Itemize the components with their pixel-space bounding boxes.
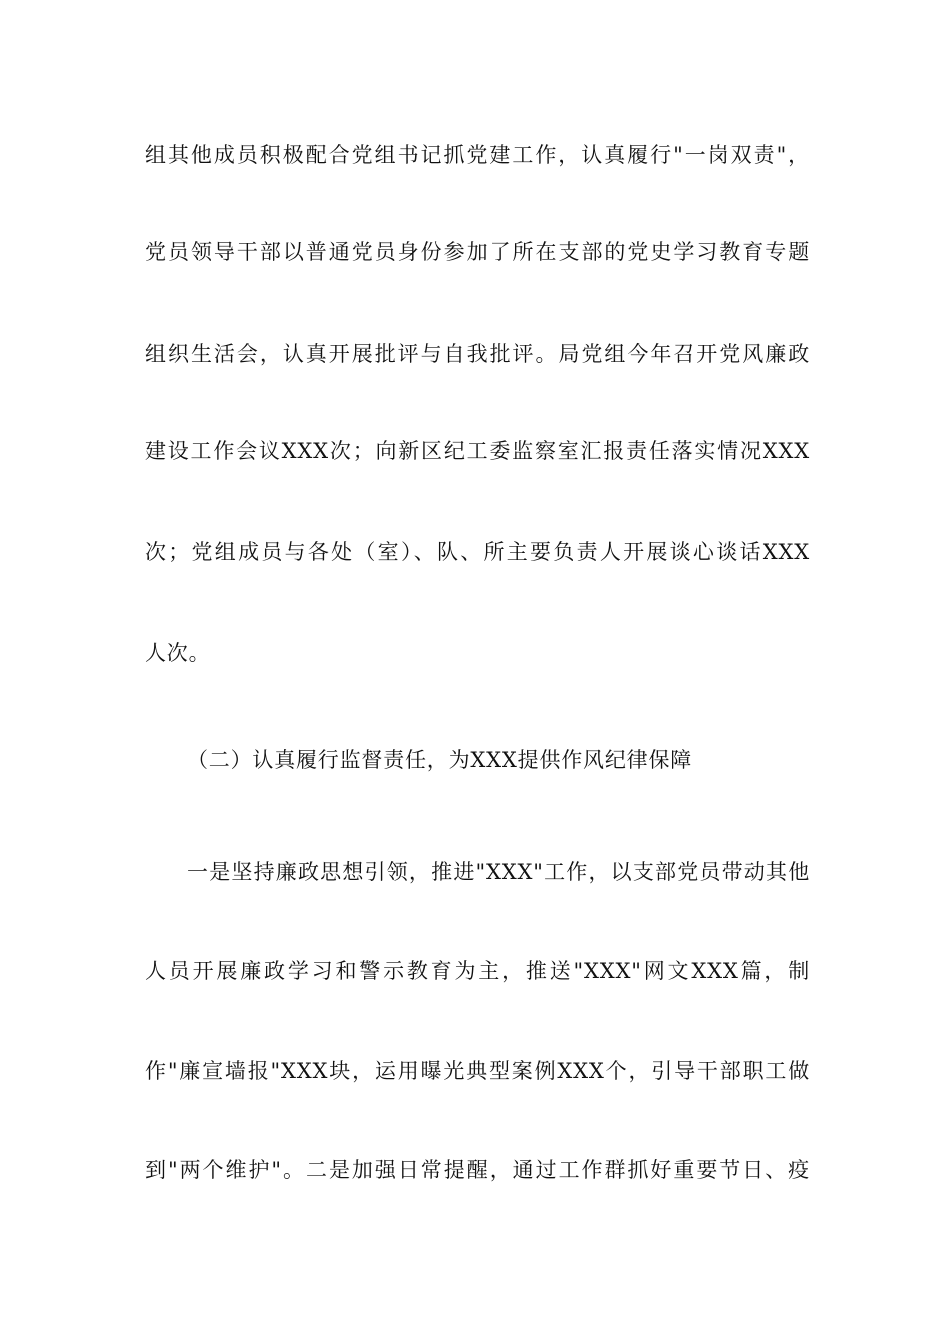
section-heading: （二）认真履行监督责任，为XXX提供作风纪律保障 — [187, 748, 693, 772]
body-text-line-6: 人次。 — [145, 641, 211, 665]
body-text-line-8: 一是坚持廉政思想引领，推进"XXX"工作，以支部党员带动其他 — [187, 860, 810, 884]
body-text-line-1: 组其他成员积极配合党组书记抓党建工作，认真履行"一岗双责"， — [145, 143, 810, 167]
body-text-line-5: 次；党组成员与各处（室）、队、所主要负责人开展谈心谈话XXX — [145, 540, 810, 564]
body-text-line-3: 组织生活会，认真开展批评与自我批评。局党组今年召开党风廉政 — [145, 342, 810, 366]
body-text-line-11: 到"两个维护"。二是加强日常提醒，通过工作群抓好重要节日、疫 — [145, 1158, 810, 1182]
body-text-line-10: 作"廉宣墙报"XXX块，运用曝光典型案例XXX个，引导干部职工做 — [145, 1059, 810, 1083]
body-text-line-9: 人员开展廉政学习和警示教育为主，推送"XXX"网文XXX篇，制 — [145, 959, 810, 983]
body-text-line-2: 党员领导干部以普通党员身份参加了所在支部的党史学习教育专题 — [145, 240, 810, 264]
body-text-line-4: 建设工作会议XXX次；向新区纪工委监察室汇报责任落实情况XXX — [145, 439, 810, 463]
